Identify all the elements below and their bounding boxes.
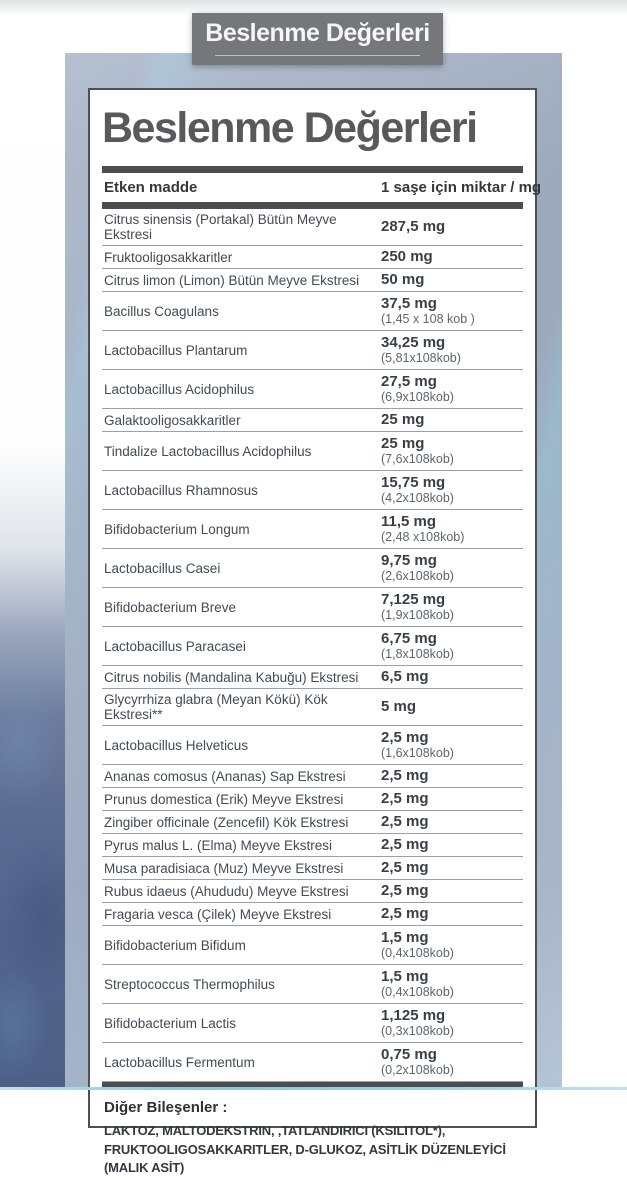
- ingredient-name: Streptococcus Thermophilus: [104, 976, 275, 992]
- table-row: [102, 292, 523, 331]
- amount-value: 250 mg: [381, 248, 433, 265]
- amount-value: 2,5 mg: [381, 813, 429, 830]
- ingredient-amount-cell: [381, 592, 521, 622]
- amount-cfu-value: (0,2x108kob): [381, 1063, 454, 1077]
- ingredient-name: Citrus limon (Limon) Bütün Meyve Ekstresi: [104, 272, 360, 288]
- amount-value: 1,5 mg: [381, 929, 429, 946]
- table-row: [102, 1004, 523, 1043]
- amount-value: 9,75 mg: [381, 552, 437, 569]
- table-row: [102, 549, 523, 588]
- amount-value: 25 mg: [381, 435, 425, 452]
- amount-value: 2,5 mg: [381, 882, 429, 899]
- amount-value: 7,125 mg: [381, 591, 446, 608]
- ingredient-name: Bifidobacterium Breve: [104, 599, 237, 615]
- amount-value: 2,5 mg: [381, 905, 429, 922]
- table-row: [102, 588, 523, 627]
- ingredient-amount-cell: [381, 1008, 521, 1038]
- ingredient-name: Lactobacillus Helveticus: [104, 737, 249, 753]
- ingredient-name: Bifidobacterium Bifidum: [104, 937, 246, 953]
- amount-cfu-value: (0,4x108kob): [381, 946, 454, 960]
- amount-value: 34,25 mg: [381, 334, 446, 351]
- table-row: [102, 926, 523, 965]
- ingredient-amount-cell: [381, 475, 521, 505]
- ingredient-name: Lactobacillus Paracasei: [104, 638, 246, 654]
- table-top-bar: [102, 166, 523, 173]
- amount-cfu-value: (5,81x108kob): [381, 351, 461, 365]
- ingredient-name: Galaktooligosakkaritler: [104, 412, 241, 428]
- other-ingredients-line: FRUKTOOLIGOSAKKARITLER, D-GLUKOZ, ASİTLİK DÜZENLEYİCİ (MALIK ASİT): [104, 1141, 506, 1175]
- ingredient-name: Bifidobacterium Lactis: [104, 1015, 237, 1031]
- page-header: [192, 13, 443, 65]
- ingredient-name: Bifidobacterium Longum: [104, 521, 250, 537]
- amount-value: 1,5 mg: [381, 968, 429, 985]
- table-row: [102, 370, 523, 409]
- ingredient-name: Citrus nobilis (Mandalina Kabuğu) Ekstresi: [104, 669, 359, 685]
- ingredient-amount-cell: [381, 930, 521, 960]
- amount-value: 5 mg: [381, 698, 417, 715]
- ingredient-amount-cell: [381, 296, 521, 326]
- table-header-row: [102, 173, 542, 202]
- ingredient-name: Fragaria vesca (Çilek) Meyve Ekstresi: [104, 906, 332, 922]
- ingredient-name: Lactobacillus Rhamnosus: [104, 482, 258, 498]
- ingredient-name: Citrus sinensis (Portakal) Bütün Meyve Ekstresi: [104, 212, 337, 242]
- ingredient-amount-cell: [381, 249, 521, 265]
- ingredient-name: Pyrus malus L. (Elma) Meyve Ekstresi: [104, 837, 333, 853]
- amount-cfu-value: (0,4x108kob): [381, 985, 454, 999]
- table-row: [102, 765, 523, 788]
- table-row: [102, 965, 523, 1004]
- amount-value: 27,5 mg: [381, 373, 437, 390]
- ingredient-name: Glycyrrhiza glabra (Meyan Kökü) Kök Ekstresi**: [104, 692, 328, 722]
- table-row: [102, 880, 523, 903]
- table-row: [102, 857, 523, 880]
- table-row: [102, 510, 523, 549]
- amount-value: 50 mg: [381, 271, 425, 288]
- amount-value: 37,5 mg: [381, 295, 437, 312]
- ingredient-name: Lactobacillus Acidophilus: [104, 381, 255, 397]
- amount-value: 2,5 mg: [381, 767, 429, 784]
- ingredient-amount-cell: [381, 514, 521, 544]
- ingredient-name: Fruktooligosakkaritler: [104, 249, 233, 265]
- ingredient-amount-cell: [381, 906, 521, 922]
- amount-cfu-value: (4,2x108kob): [381, 491, 454, 505]
- table-row: [102, 331, 523, 370]
- amount-value: 6,5 mg: [381, 668, 429, 685]
- ingredient-amount-cell: [381, 631, 521, 661]
- amount-value: 2,5 mg: [381, 836, 429, 853]
- table-row: [102, 726, 523, 765]
- amount-cfu-value: (2,48 x108kob): [381, 530, 465, 544]
- ingredient-name: Ananas comosus (Ananas) Sap Ekstresi: [104, 768, 346, 784]
- amount-value: 25 mg: [381, 411, 425, 428]
- table-row: [102, 903, 523, 926]
- table-row: [102, 689, 523, 726]
- column-header-ingredient: Etken madde: [104, 179, 198, 196]
- amount-value: 2,5 mg: [381, 859, 429, 876]
- ingredient-amount-cell: [381, 219, 521, 235]
- background-left-photo-strip: [0, 53, 65, 1090]
- other-ingredients-section: [102, 1099, 523, 1178]
- amount-cfu-value: (1,8x108kob): [381, 647, 454, 661]
- ingredient-amount-cell: [381, 436, 521, 466]
- column-header-amount: 1 saşe için miktar / mg: [381, 179, 542, 196]
- amount-value: 287,5 mg: [381, 218, 446, 235]
- ingredient-amount-cell: [381, 553, 521, 583]
- ingredient-amount-cell: [381, 1047, 521, 1077]
- ingredient-amount-cell: [381, 335, 521, 365]
- ingredient-amount-cell: [381, 730, 521, 760]
- page-header-title: Beslenme Değerleri: [205, 19, 430, 47]
- ingredient-name: Rubus idaeus (Ahududu) Meyve Ekstresi: [104, 883, 349, 899]
- ingredient-amount-cell: [381, 883, 521, 899]
- amount-cfu-value: (1,6x108kob): [381, 746, 454, 760]
- table-row: [102, 788, 523, 811]
- page-header-underline: [215, 55, 420, 56]
- other-ingredients-label: Diğer Bileşenler :: [104, 1099, 228, 1116]
- amount-value: 0,75 mg: [381, 1046, 437, 1063]
- ingredient-amount-cell: [381, 814, 521, 830]
- table-row: [102, 209, 523, 246]
- ingredient-name: Bacillus Coagulans: [104, 303, 219, 319]
- table-row: [102, 811, 523, 834]
- ingredient-amount-cell: [381, 412, 521, 428]
- amount-value: 1,125 mg: [381, 1007, 446, 1024]
- ingredient-name: Prunus domestica (Erik) Meyve Ekstresi: [104, 791, 344, 807]
- table-row: [102, 666, 523, 689]
- amount-cfu-value: (0,3x108kob): [381, 1024, 454, 1038]
- table-row: [102, 471, 523, 510]
- ingredient-name: Lactobacillus Plantarum: [104, 342, 248, 358]
- amount-cfu-value: (6,9x108kob): [381, 390, 454, 404]
- table-row: [102, 269, 523, 292]
- table-row: [102, 1043, 523, 1082]
- ingredient-name: Zingiber officinale (Zencefil) Kök Ekstresi: [104, 814, 349, 830]
- background-bottom-edge-line: [0, 1087, 627, 1090]
- amount-value: 2,5 mg: [381, 790, 429, 807]
- ingredient-name: Lactobacillus Casei: [104, 560, 221, 576]
- ingredient-amount-cell: [381, 860, 521, 876]
- table-row: [102, 834, 523, 857]
- ingredient-amount-cell: [381, 837, 521, 853]
- amount-value: 6,75 mg: [381, 630, 437, 647]
- table-row: [102, 409, 523, 432]
- table-body: [102, 209, 523, 1082]
- ingredient-name: Musa paradisiaca (Muz) Meyve Ekstresi: [104, 860, 344, 876]
- ingredient-amount-cell: [381, 791, 521, 807]
- ingredient-name: Tindalize Lactobacillus Acidophilus: [104, 443, 312, 459]
- card-title: Beslenme Değerleri: [102, 104, 477, 152]
- table-row: [102, 432, 523, 471]
- ingredient-amount-cell: [381, 374, 521, 404]
- ingredient-amount-cell: [381, 669, 521, 685]
- amount-value: 2,5 mg: [381, 729, 429, 746]
- table-header-bottom-bar: [102, 202, 523, 209]
- nutrition-card: [88, 88, 542, 1175]
- table-row: [102, 627, 523, 666]
- amount-cfu-value: (1,45 x 108 kob ): [381, 312, 475, 326]
- other-ingredients-line: LAKTOZ, MALTODEKSTRIN, ,TATLANDIRICI (KSILITOL*),: [104, 1123, 446, 1138]
- ingredient-amount-cell: [381, 699, 521, 715]
- amount-value: 11,5 mg: [381, 513, 437, 530]
- amount-cfu-value: (1,9x108kob): [381, 608, 454, 622]
- table-row: [102, 246, 523, 269]
- ingredient-amount-cell: [381, 768, 521, 784]
- amount-value: 15,75 mg: [381, 474, 446, 491]
- ingredient-name: Lactobacillus Fermentum: [104, 1054, 255, 1070]
- amount-cfu-value: (7,6x108kob): [381, 452, 454, 466]
- ingredient-amount-cell: [381, 272, 521, 288]
- amount-cfu-value: (2,6x108kob): [381, 569, 454, 583]
- ingredient-amount-cell: [381, 969, 521, 999]
